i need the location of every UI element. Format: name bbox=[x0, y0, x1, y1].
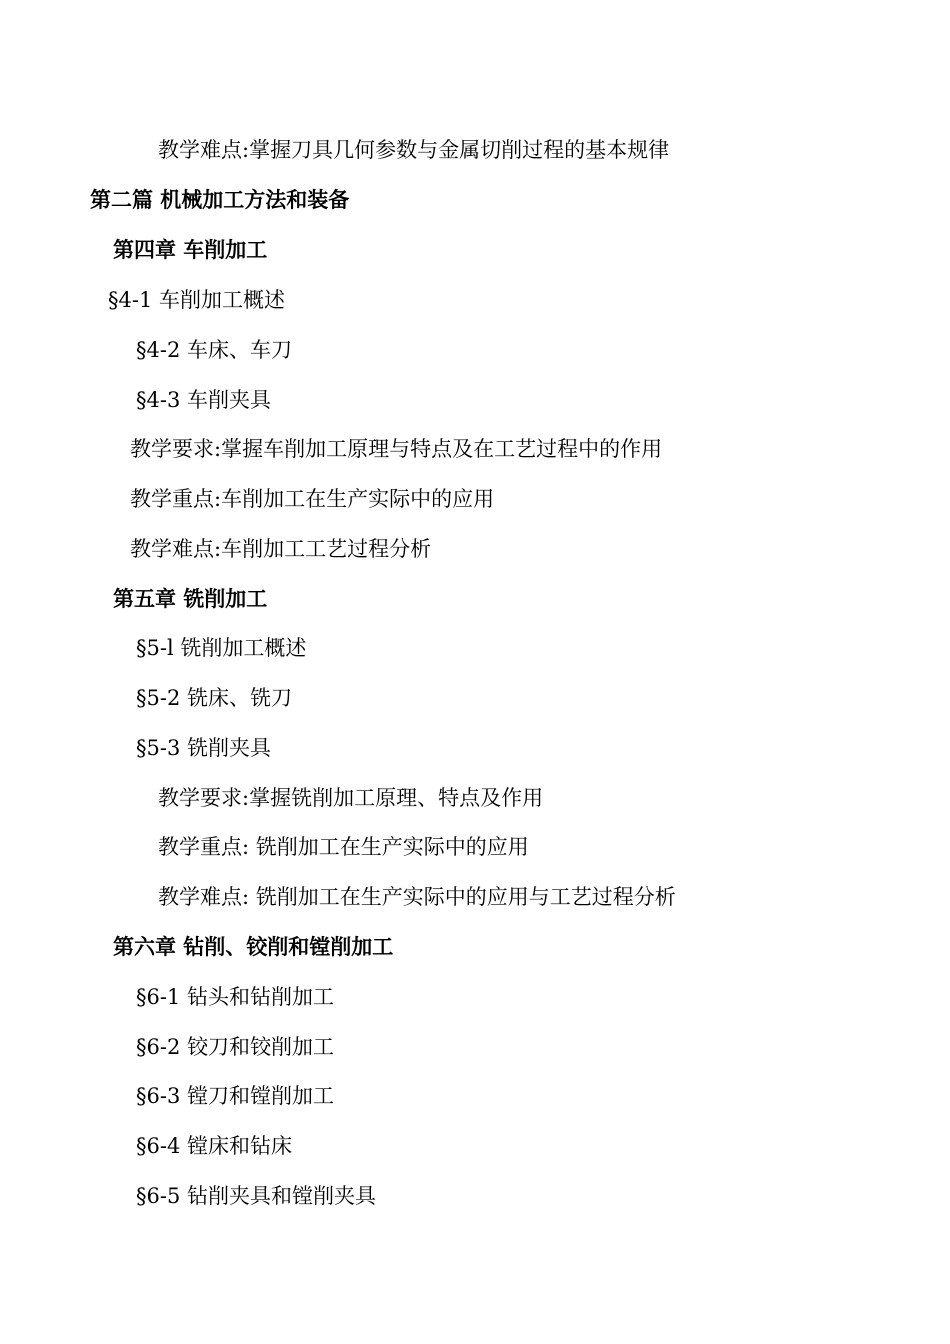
section-item: §4-2 车床、车刀 bbox=[136, 338, 292, 362]
chapter-heading: 第五章 铣削加工 bbox=[113, 586, 268, 611]
requirement-line: 教学要求:掌握车削加工原理与特点及在工艺过程中的作用 bbox=[130, 437, 663, 461]
section-item: §5-2 铣床、铣刀 bbox=[136, 686, 292, 710]
difficulty-line-chapter3: 教学难点:掌握刀具几何参数与金属切削过程的基本规律 bbox=[158, 138, 670, 162]
section-item: §6-3 镗刀和镗削加工 bbox=[136, 1084, 334, 1108]
chapter-heading: 第四章 车削加工 bbox=[113, 237, 268, 262]
section-item: §5-3 铣削夹具 bbox=[136, 736, 271, 760]
section-item: §4-1 车削加工概述 bbox=[108, 288, 285, 312]
section-item: §6-5 钻削夹具和镗削夹具 bbox=[136, 1184, 376, 1208]
chapter-heading: 第六章 钻削、铰削和镗削加工 bbox=[113, 934, 394, 959]
section-item: §6-2 铰刀和铰削加工 bbox=[136, 1035, 334, 1059]
key-point-line: 教学重点:车削加工在生产实际中的应用 bbox=[130, 487, 495, 511]
key-point-line: 教学重点: 铣削加工在生产实际中的应用 bbox=[158, 835, 529, 859]
requirement-line: 教学要求:掌握铣削加工原理、特点及作用 bbox=[158, 786, 544, 810]
section-item: §6-1 钻头和钻削加工 bbox=[136, 985, 334, 1009]
difficulty-line: 教学难点: 铣削加工在生产实际中的应用与工艺过程分析 bbox=[158, 885, 676, 909]
part-heading: 第二篇 机械加工方法和装备 bbox=[90, 187, 350, 212]
section-item: §6-4 镗床和钻床 bbox=[136, 1134, 292, 1158]
difficulty-line: 教学难点:车削加工工艺过程分析 bbox=[130, 537, 432, 561]
section-item: §5-l 铣削加工概述 bbox=[136, 636, 307, 660]
section-item: §4-3 车削夹具 bbox=[136, 388, 271, 412]
